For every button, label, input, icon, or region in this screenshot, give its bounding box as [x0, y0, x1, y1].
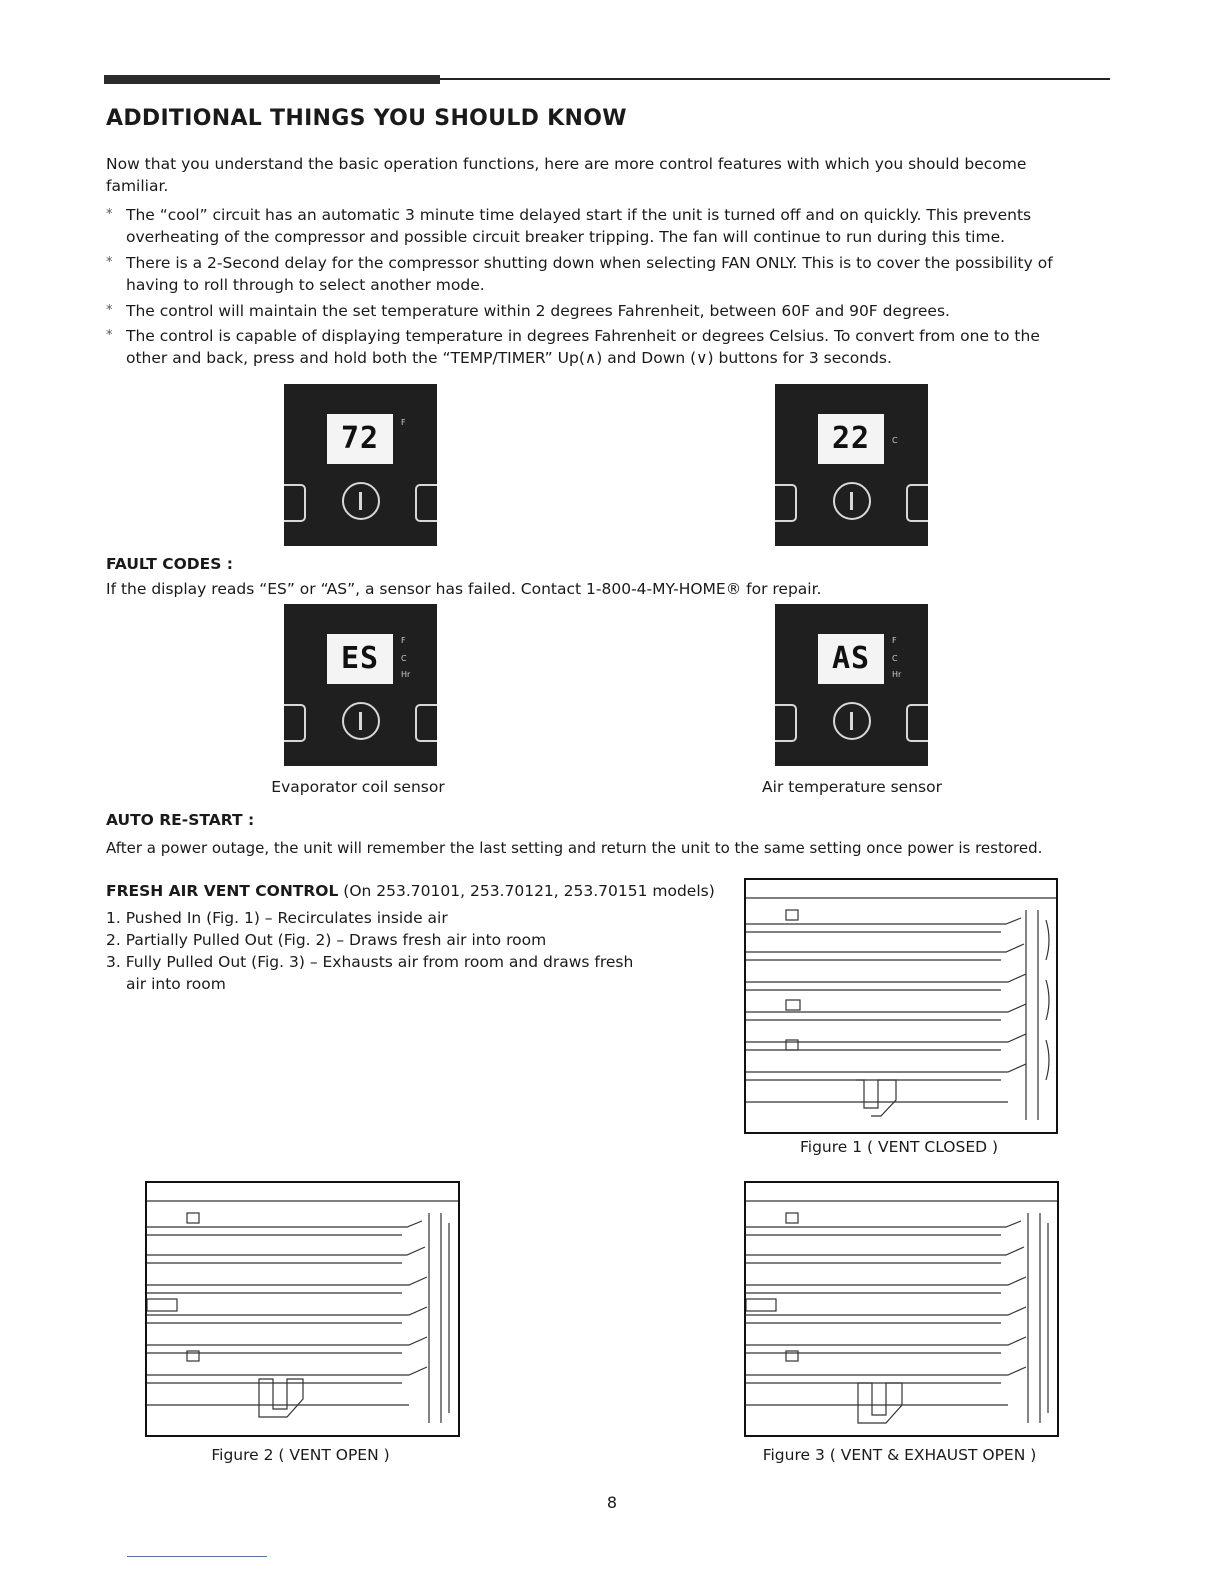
up-button: [415, 704, 437, 742]
figure-2-caption: Figure 2 ( VENT OPEN ): [211, 1446, 390, 1464]
power-icon: [833, 702, 871, 740]
display-screen: [327, 634, 393, 684]
display-screen: [818, 634, 884, 684]
vent-illustration: [746, 880, 1056, 1132]
display-digits: 72: [340, 421, 380, 456]
power-icon: [833, 482, 871, 520]
display-screen: [818, 414, 884, 464]
down-button: [284, 484, 306, 522]
unit-indicator-f: F: [892, 636, 897, 645]
control-panel-air-fault: [775, 604, 928, 766]
air-sensor-caption: Air temperature sensor: [762, 778, 942, 796]
evaporator-caption: Evaporator coil sensor: [271, 778, 445, 796]
unit-indicator-f: F: [401, 418, 406, 427]
unit-indicator-c: C: [401, 654, 407, 663]
auto-restart-heading: AUTO RE-START :: [106, 811, 255, 829]
unit-indicator-hr: Hr: [892, 670, 902, 679]
figure-3-caption: Figure 3 ( VENT & EXHAUST OPEN ): [762, 1446, 1037, 1464]
list-item: air into room: [126, 975, 226, 993]
page-title: ADDITIONAL THINGS YOU SHOULD KNOW: [106, 106, 627, 131]
up-button: [906, 484, 928, 522]
auto-restart-text: After a power outage, the unit will remember the last setting and return the unit to the same setting once power is restored.: [106, 839, 1043, 857]
power-icon: [342, 702, 380, 740]
vent-illustration: [147, 1183, 458, 1435]
fault-codes-text: If the display reads “ES” or “AS”, a sensor has failed. Contact 1-800-4-MY-HOME® for repair.: [106, 580, 822, 598]
figure-2-vent-open: [145, 1181, 460, 1437]
control-panel-fahrenheit: [284, 384, 437, 546]
top-rule-accent: [104, 75, 440, 84]
figure-1-caption: Figure 1 ( VENT CLOSED ): [799, 1138, 999, 1156]
unit-indicator-c: C: [892, 654, 898, 663]
unit-indicator-f: F: [401, 636, 406, 645]
unit-indicator-c: C: [892, 436, 898, 445]
down-button: [284, 704, 306, 742]
power-icon: [342, 482, 380, 520]
display-screen: [327, 414, 393, 464]
display-digits: AS: [831, 641, 871, 676]
figure-1-vent-closed: [744, 878, 1058, 1134]
intro-paragraph: Now that you understand the basic operation functions, here are more control features with which you should become familiar.: [106, 155, 1027, 195]
display-digits: ES: [340, 641, 380, 676]
fresh-air-steps: [106, 907, 726, 995]
figure-3-vent-exhaust-open: [744, 1181, 1059, 1437]
fault-codes-heading: FAULT CODES :: [106, 555, 233, 573]
display-digits: 22: [831, 421, 871, 456]
up-button: [906, 704, 928, 742]
list-item: 2. Partially Pulled Out (Fig. 2) – Draws fresh air into room: [106, 931, 547, 949]
fresh-air-models: (On 253.70101, 253.70121, 253.70151 models): [343, 882, 715, 900]
list-item: 3. Fully Pulled Out (Fig. 3) – Exhausts air from room and draws fresh: [106, 953, 634, 971]
list-item: 1. Pushed In (Fig. 1) – Recirculates inside air: [106, 909, 448, 927]
fresh-air-heading: FRESH AIR VENT CONTROL: [106, 882, 339, 900]
page-number: 8: [606, 1493, 618, 1512]
control-panel-evaporator-fault: [284, 604, 437, 766]
up-button: [415, 484, 437, 522]
vent-illustration: [746, 1183, 1057, 1435]
control-panel-celsius: [775, 384, 928, 546]
unit-indicator-hr: Hr: [401, 670, 411, 679]
footer-rule: [127, 1556, 267, 1557]
down-button: [775, 704, 797, 742]
down-button: [775, 484, 797, 522]
fresh-air-heading-line: [106, 880, 736, 902]
